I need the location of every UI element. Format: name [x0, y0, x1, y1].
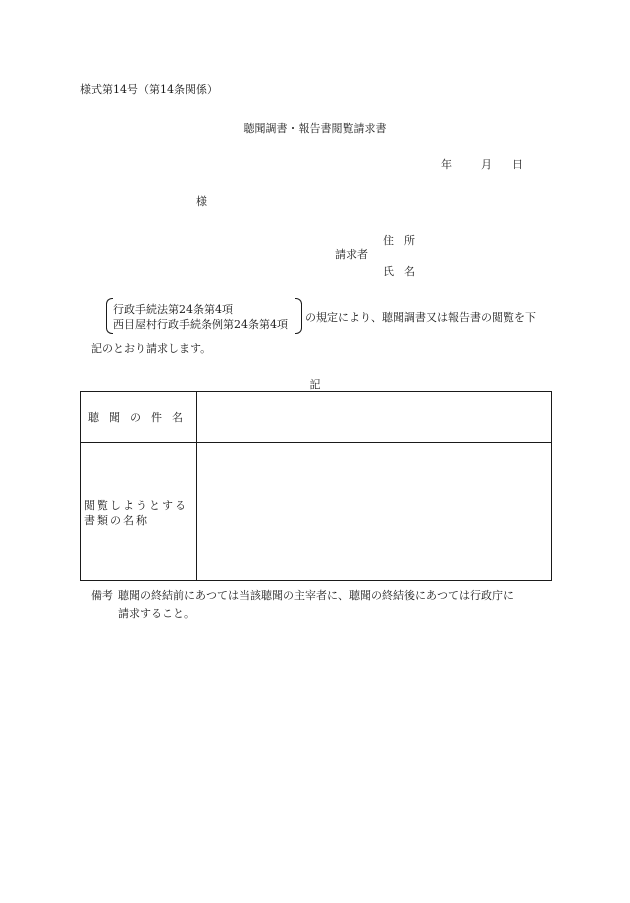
document-name-label: 閲覧しようとする書類の名称	[84, 499, 188, 527]
requester-label: 請求者	[335, 248, 368, 261]
date-day-label: 日	[512, 158, 523, 171]
document-name-field[interactable]	[197, 443, 551, 580]
hearing-subject-label: 聴聞の件名	[88, 411, 193, 424]
law-reference-line-1: 行政手続法第24条第4項	[113, 303, 233, 316]
body-text-line-2: 記のとおり請求します。	[91, 342, 212, 355]
left-bracket	[106, 298, 113, 334]
hearing-subject-field[interactable]	[197, 392, 551, 442]
ki-heading: 記	[309, 378, 321, 391]
form-number: 様式第14号（第14条関係）	[80, 83, 218, 96]
remarks-label: 備考	[91, 589, 113, 602]
address-label: 住所	[383, 234, 425, 247]
law-reference-line-2: 西目屋村行政手続条例第24条第4項	[113, 318, 288, 331]
remarks-line-1: 聴聞の終結前にあつては当該聴聞の主宰者に、聴聞の終結後にあつては行政庁に	[118, 589, 514, 602]
date-month-label: 月	[481, 158, 492, 171]
request-table	[80, 391, 552, 581]
document-title: 聴聞調書・報告書閲覧請求書	[243, 122, 387, 135]
date-year-label: 年	[441, 158, 452, 171]
right-bracket	[295, 298, 302, 334]
name-label: 氏名	[383, 265, 425, 278]
addressee-suffix: 様	[196, 195, 207, 208]
remarks-line-2: 請求すること。	[118, 607, 195, 620]
body-text-line-1: の規定により、聴聞調書又は報告書の閲覧を下	[305, 311, 536, 324]
